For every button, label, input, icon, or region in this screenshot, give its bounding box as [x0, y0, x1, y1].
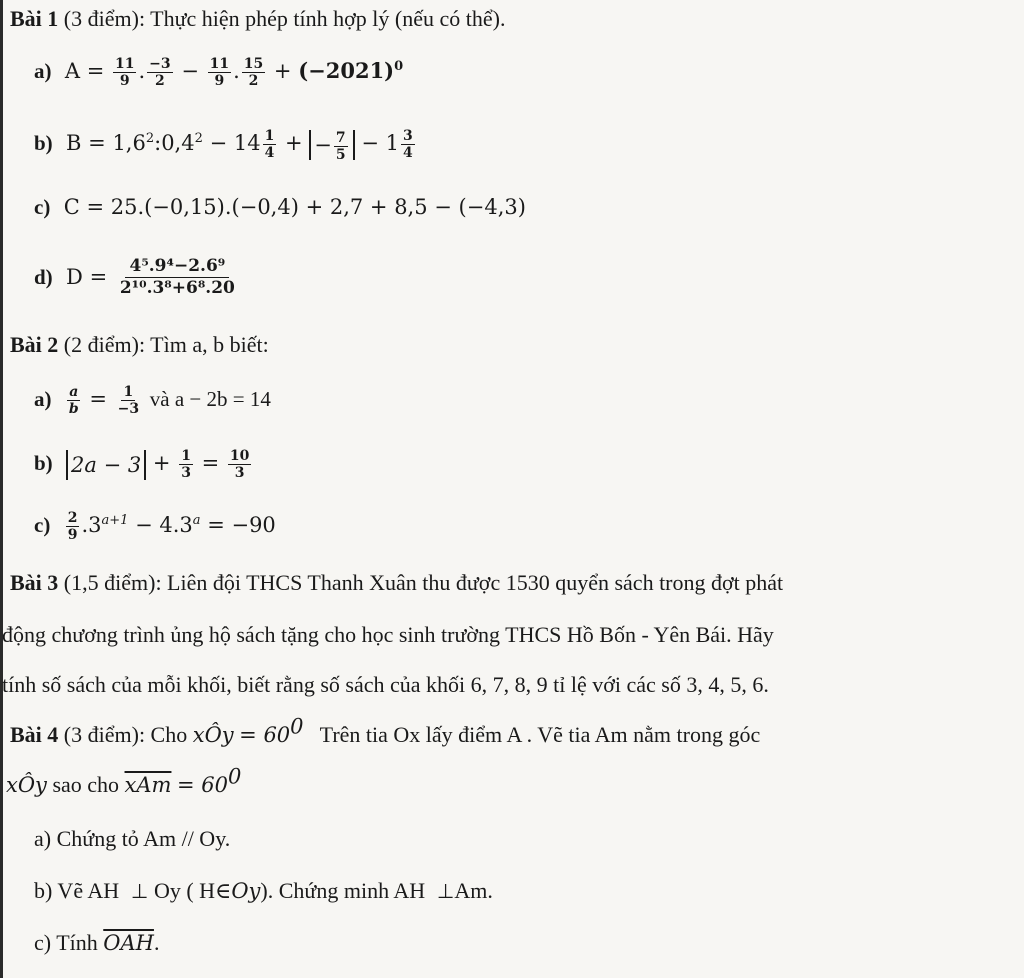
bai4-text: ). Chứng minh AH [260, 878, 426, 903]
angle-xAm: $\overline{xAm}$ [124, 773, 172, 797]
exponent: 2 [145, 131, 155, 146]
item-label: b) [34, 451, 53, 475]
bai4-item-a: a) Chứng tỏ Am // Oy. [34, 826, 231, 851]
exponent: a [192, 513, 201, 528]
bai1-item-b: b) $B = 1,6^2:0,4^2 - 14$ $\frac{1}{4}$ + − $\frac{7}{5}$ − 1 $\frac{3}{4}$ [34, 128, 413, 163]
bai2-item-b: b) 2a − 3 + $\frac{1}{3}$ = $\frac{10}{3}$ [34, 448, 250, 481]
expression: 25.(−0,15).(−0,4) + 2,7 + 8,5 − (−4,3) [110, 195, 526, 219]
fraction: $\frac{a}{b}$ [68, 384, 79, 417]
fraction: $\frac{-3}{2}$ [149, 56, 171, 89]
fraction: $\frac{10}{3}$ [229, 448, 250, 481]
bai4-line-1 [10, 714, 761, 750]
bai1-heading-line [10, 4, 505, 34]
bai4-text: Trên tia Ox lấy điểm A . Vẽ tia Am nằm trong góc [319, 722, 761, 747]
bai1-item-a: a) A = $\frac{11}{9}$ . $\frac{-3}{2}$ − $\frac{11}{9}$ . $\frac{15}{2}$ + $(-2021)^0$ [34, 56, 404, 89]
bai4-text: c) Tính [34, 930, 98, 955]
item-label: a) [34, 59, 52, 83]
bai3-line-3: tính số sách của mỗi khối, biết rằng số sách của khối 6, 7, 8, 9 tỉ lệ với các số 3, 4, 5, 6. [2, 672, 769, 697]
absolute-value: − $\frac{7}{5}$ [309, 130, 354, 160]
line-Oy: Oy [231, 879, 261, 903]
item-label: d) [34, 265, 53, 289]
fraction: $\frac{2}{9}$ [67, 510, 78, 543]
fraction: $\frac{7}{5}$ [335, 129, 346, 163]
bai3-line-2: động chương trình ủng hộ sách tặng cho học sinh trường THCS Hồ Bốn - Yên Bái. Hãy [2, 622, 774, 647]
power-base: (−2021) [298, 58, 395, 83]
bai4-text: . [153, 930, 160, 955]
bai4-item-c [34, 928, 159, 958]
perpendicular-symbol: ⊥ [430, 879, 455, 903]
mixed-int: 14 [233, 131, 261, 155]
absolute-value: 2a − 3 [66, 450, 146, 480]
fraction: $\frac{\text{4⁵.9⁴−2.6⁹}}{\text{2¹⁰.3⁸+6⁸.20}}$ [119, 256, 235, 298]
angle-xOy: xÔy [192, 723, 234, 747]
degree: 0 [227, 764, 242, 789]
bai2-heading: Bài 2 [10, 332, 59, 357]
bai3-line-1 [10, 568, 783, 598]
mixed-int: 1 [385, 131, 399, 155]
angle-value: = 60 [176, 773, 228, 797]
bai2-instruction: (2 điểm): Tìm a, b biết: [63, 332, 269, 357]
fraction: $\frac{15}{2}$ [243, 56, 264, 89]
bai4-line-2 [6, 764, 242, 800]
bai1-item-d: d) D = $\frac{\text{4⁵.9⁴−2.6⁹}}{\text{2¹⁰.3⁸+6⁸.20}}$ [34, 258, 241, 299]
bai2-item-c: c) $\frac{2}{9}$ $.3^{a+1} - 4.3^a = -90$ [34, 510, 276, 543]
perpendicular-symbol: ⊥ [124, 879, 149, 903]
exponent: 2 [194, 131, 203, 146]
bai4-text: Oy ( H∈ [153, 878, 232, 903]
number: :0,4 [154, 131, 195, 155]
bai4-text: b) Vẽ AH [34, 878, 120, 903]
variable-B: B [66, 131, 82, 155]
bai1-item-c: c) C = 25.(−0,15).(−0,4) + 2,7 + 8,5 − (−4,3) [34, 195, 526, 219]
bai4-text: sao cho [52, 772, 120, 797]
angle-xOy: xÔy [6, 773, 47, 797]
fraction: $\frac{11}{9}$ [209, 56, 230, 89]
fraction: $\frac{11}{9}$ [114, 56, 135, 89]
bai4-heading: Bài 4 [10, 722, 59, 747]
bai3-text: (1,5 điểm): Liên đội THCS Thanh Xuân thu được 1530 quyển sách trong đợt phát [63, 570, 784, 595]
item-label: b) [34, 131, 53, 155]
bai4-item-b [34, 876, 493, 906]
page-left-border [0, 0, 3, 978]
bai4-text: Am. [454, 878, 493, 903]
variable-C: C [63, 195, 80, 219]
exponent: a+1 [101, 513, 129, 528]
degree: 0 [290, 714, 304, 739]
item-label: c) [34, 513, 51, 537]
angle-value: = 60 [239, 723, 291, 747]
item-label: c) [34, 195, 51, 219]
variable-D: D [66, 265, 83, 289]
item-label: a) [34, 387, 52, 411]
condition: và a − 2b = 14 [149, 387, 271, 411]
bai4-text: (3 điểm): Cho [63, 722, 188, 747]
variable-A: A [64, 59, 81, 83]
fraction: $\frac{3}{4}$ [402, 128, 413, 161]
bai2-heading-line [10, 330, 269, 360]
angle-OAH: $\overline{OAH}$ [103, 931, 154, 955]
rhs-value: −90 [231, 513, 276, 537]
fraction: $\frac{1}{4}$ [264, 128, 275, 161]
bai2-item-a: a) $\frac{a}{b}$ = $\frac{1}{-3}$ và a − 2b = 14 [34, 384, 271, 417]
exponent: 0 [394, 59, 404, 74]
number: 1,6 [112, 131, 146, 155]
bai3-heading: Bài 3 [10, 570, 59, 595]
bai1-instruction: (3 điểm): Thực hiện phép tính hợp lý (nếu có thể). [63, 6, 506, 31]
fraction: $\frac{1}{3}$ [181, 448, 191, 481]
bai1-heading: Bài 1 [10, 6, 59, 31]
fraction: $\frac{1}{-3}$ [117, 384, 140, 417]
